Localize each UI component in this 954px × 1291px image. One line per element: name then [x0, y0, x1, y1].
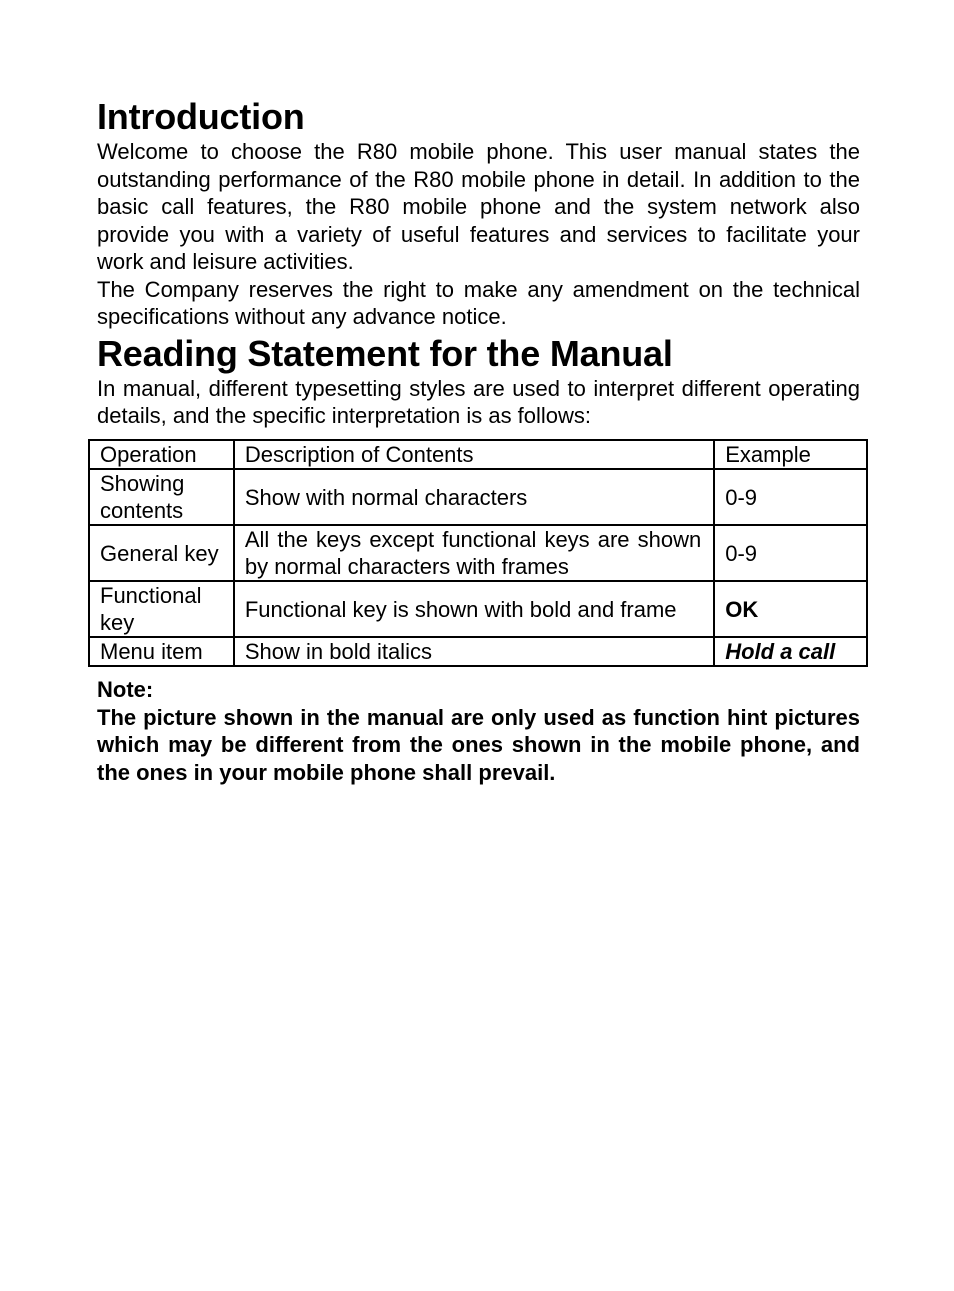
introduction-paragraph-2: The Company reserves the right to make any amendment on the technical specifications without any advance notice.: [97, 276, 860, 329]
introduction-paragraph-1: Welcome to choose the R80 mobile phone. This user manual states the outstanding performance of the R80 mobile phone in detail. In addition to the basic call features, the R80 mobile phone and the system network also provide you with a variety of useful features and services to facilitate your work and leisure activities.: [97, 139, 860, 274]
note-section: [97, 676, 860, 786]
cell-operation: Showing contents: [89, 469, 234, 525]
cell-description: Functional key is shown with bold and frame: [234, 581, 714, 637]
note-label: Note:: [97, 677, 154, 702]
header-example: Example: [714, 440, 867, 469]
cell-description: All the keys except functional keys are shown by normal characters with frames: [234, 525, 714, 581]
document-page: [97, 96, 860, 785]
reading-statement-heading: Reading Statement for the Manual: [97, 332, 673, 374]
table-row: [89, 581, 867, 637]
reading-statement-paragraph: In manual, different typesetting styles are used to interpret different operating details, and the specific interpretation is as follows:: [97, 375, 860, 428]
table-row: [89, 637, 867, 666]
typesetting-styles-table: [88, 439, 868, 667]
cell-operation: Functional key: [89, 581, 234, 637]
cell-operation: General key: [89, 525, 234, 581]
header-description: Description of Contents: [234, 440, 714, 469]
note-text: The picture shown in the manual are only used as function hint pictures which may be different from the ones shown in the mobile phone, and the ones in your mobile phone shall prevail.: [97, 704, 860, 785]
table-row: [89, 469, 867, 525]
cell-example: 0-9: [714, 525, 867, 581]
cell-operation: Menu item: [89, 637, 234, 666]
cell-example: 0-9: [714, 469, 867, 525]
table-header-row: [89, 440, 867, 469]
cell-example: OK: [714, 581, 867, 637]
cell-description: Show in bold italics: [234, 637, 714, 666]
header-operation: Operation: [89, 440, 234, 469]
cell-description: Show with normal characters: [234, 469, 714, 525]
introduction-heading: Introduction: [97, 96, 305, 137]
cell-example: Hold a call: [714, 637, 867, 666]
table-row: [89, 525, 867, 581]
